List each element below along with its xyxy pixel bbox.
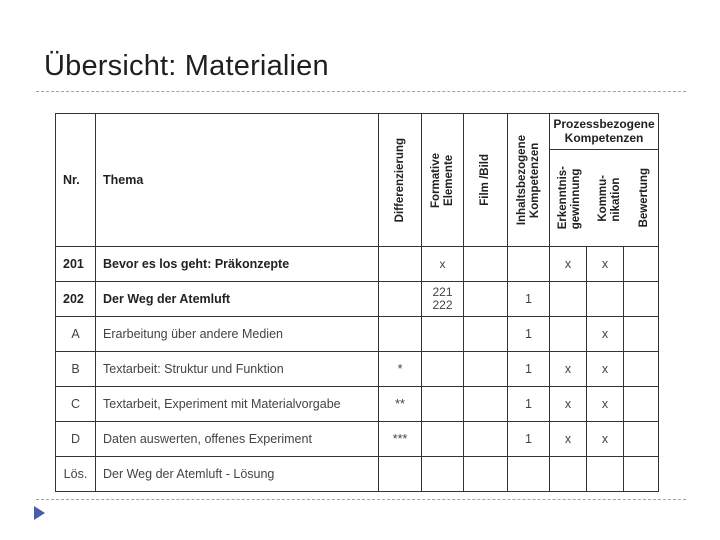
header-formative-elemente — [430, 153, 456, 208]
table-row — [56, 387, 659, 422]
header-kom-line1: Kommu- — [597, 174, 610, 222]
bullet-arrow-icon — [34, 506, 45, 520]
row-thema: Der Weg der Atemluft - Lösung — [96, 457, 379, 492]
formative-value: x — [439, 256, 446, 271]
row-inhalt — [508, 247, 550, 282]
header-erkenntnisgewinnung — [557, 166, 583, 229]
row-erkenntnis: x — [550, 352, 587, 387]
row-differenzierung: *** — [379, 422, 422, 457]
table-row — [56, 352, 659, 387]
row-formative — [422, 457, 464, 492]
row-inhalt: 1 — [508, 317, 550, 352]
row-inhalt — [508, 457, 550, 492]
header-inhaltsbezogene — [516, 135, 542, 225]
row-formative — [422, 422, 464, 457]
slide-title: Übersicht: Materialien — [44, 50, 329, 82]
table-row — [56, 317, 659, 352]
row-kommunikation — [587, 282, 624, 317]
header-kom-line2: nikation — [610, 177, 623, 222]
row-differenzierung — [379, 247, 422, 282]
header-formative-line1: Formative — [429, 152, 442, 208]
row-differenzierung: * — [379, 352, 422, 387]
row-thema: Erarbeitung über andere Medien — [96, 317, 379, 352]
row-inhalt: 1 — [508, 352, 550, 387]
row-kommunikation — [587, 457, 624, 492]
row-differenzierung: ** — [379, 387, 422, 422]
row-erkenntnis: x — [550, 247, 587, 282]
row-film — [464, 387, 508, 422]
row-kommunikation: x — [587, 422, 624, 457]
row-differenzierung — [379, 317, 422, 352]
header-formative-line2: Elemente — [442, 154, 455, 206]
row-bewertung — [624, 317, 659, 352]
row-inhalt: 1 — [508, 282, 550, 317]
row-nr: C — [56, 387, 96, 422]
row-inhalt: 1 — [508, 422, 550, 457]
row-bewertung — [624, 422, 659, 457]
row-bewertung — [624, 457, 659, 492]
row-formative — [422, 387, 464, 422]
header-thema: Thema — [96, 114, 379, 247]
row-erkenntnis — [550, 282, 587, 317]
row-thema: Der Weg der Atemluft — [96, 282, 379, 317]
formative-value: 222 — [432, 298, 453, 312]
row-nr: A — [56, 317, 96, 352]
header-bewertung: Bewertung — [637, 168, 650, 228]
row-film — [464, 282, 508, 317]
row-kommunikation: x — [587, 247, 624, 282]
row-kommunikation: x — [587, 352, 624, 387]
row-nr: B — [56, 352, 96, 387]
row-formative — [422, 317, 464, 352]
row-nr: 201 — [56, 247, 96, 282]
header-row — [56, 114, 659, 247]
formative-value: 221 — [432, 285, 453, 299]
row-kommunikation: x — [587, 317, 624, 352]
header-prozessbezogene — [550, 114, 659, 247]
row-film — [464, 317, 508, 352]
row-film — [464, 457, 508, 492]
row-thema: Bevor es los geht: Präkonzepte — [96, 247, 379, 282]
table-row — [56, 422, 659, 457]
header-nr: Nr. — [56, 114, 96, 247]
header-inhalt-line2: Kompetenzen — [528, 142, 541, 218]
row-differenzierung — [379, 282, 422, 317]
row-formative — [422, 352, 464, 387]
row-nr: 202 — [56, 282, 96, 317]
prozess-title: Prozessbezogene Kompetenzen — [550, 114, 658, 150]
row-formative — [422, 247, 464, 282]
row-bewertung — [624, 352, 659, 387]
row-nr: D — [56, 422, 96, 457]
header-erk-line1: Erkenntnis- — [557, 166, 570, 230]
row-film — [464, 247, 508, 282]
row-differenzierung — [379, 457, 422, 492]
row-thema: Textarbeit: Struktur und Funktion — [96, 352, 379, 387]
row-erkenntnis — [550, 317, 587, 352]
table-row — [56, 457, 659, 492]
bottom-divider — [36, 499, 686, 500]
row-bewertung — [624, 247, 659, 282]
row-bewertung — [624, 387, 659, 422]
table-row — [56, 247, 659, 282]
header-erk-line2: gewinnung — [570, 168, 583, 230]
row-bewertung — [624, 282, 659, 317]
row-nr: Lös. — [56, 457, 96, 492]
row-erkenntnis: x — [550, 422, 587, 457]
table-row — [56, 282, 659, 317]
top-divider — [36, 91, 686, 92]
header-film-bild: Film /Bild — [479, 154, 491, 206]
row-erkenntnis — [550, 457, 587, 492]
row-thema: Daten auswerten, offenes Experiment — [96, 422, 379, 457]
row-kommunikation: x — [587, 387, 624, 422]
row-thema: Textarbeit, Experiment mit Materialvorgabe — [96, 387, 379, 422]
row-formative — [422, 282, 464, 317]
row-film — [464, 422, 508, 457]
header-kommunikation — [597, 175, 623, 222]
row-film — [464, 352, 508, 387]
header-differenzierung: Differenzierung — [393, 137, 406, 223]
materials-table — [55, 113, 659, 492]
row-inhalt: 1 — [508, 387, 550, 422]
row-erkenntnis: x — [550, 387, 587, 422]
header-inhalt-line1: Inhaltsbezogene — [515, 134, 528, 226]
